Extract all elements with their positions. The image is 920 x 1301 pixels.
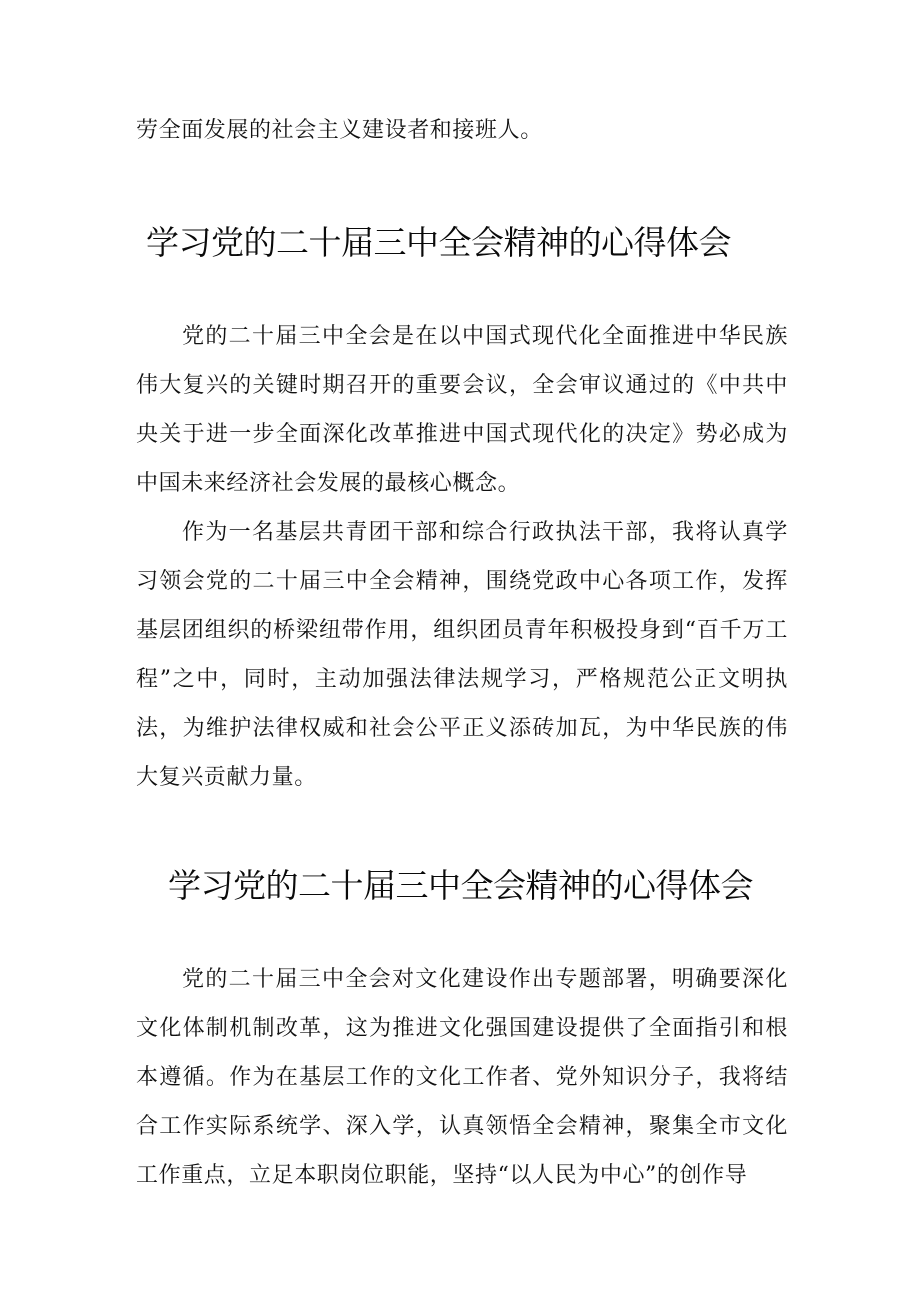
continuation-paragraph: 劳全面发展的社会主义建设者和接班人。 — [136, 118, 543, 143]
section-title-1: 学习党的二十届三中全会精神的心得体会 — [146, 223, 731, 262]
section-1-paragraph-1: 党的二十届三中全会是在以中国式现代化全面推进中华民族伟大复兴的关键时期召开的重要会议，全会审议通过的《中共中央关于进一步全面深化改革推进中国式现代化的决定》势必成为中国未来经济社会发展的最核心概念。 — [136, 324, 788, 496]
section-title-2: 学习党的二十届三中全会精神的心得体会 — [168, 866, 753, 905]
section-2-paragraph-1: 党的二十届三中全会对文化建设作出专题部署，明确要深化文化体制机制改革，这为推进文化强国建设提供了全面指引和根本遵循。作为在基层工作的文化工作者、党外知识分子，我将结合工作实际系统学、深入学，认真领悟全会精神，聚集全市文化工作重点，立足本职岗位职能，坚持“以人民为中心”的创作导 — [136, 967, 788, 1188]
section-1-paragraph-2: 作为一名基层共青团干部和综合行政执法干部，我将认真学习领会党的二十届三中全会精神，围绕党政中心各项工作，发挥基层团组织的桥梁纽带作用，组织团员青年积极投身到“百千万工程”之中，同时，主动加强法律法规学习，严格规范公正文明执法，为维护法律权威和社会公平正义添砖加瓦，为中华民族的伟大复兴贡献力量。 — [136, 520, 788, 790]
